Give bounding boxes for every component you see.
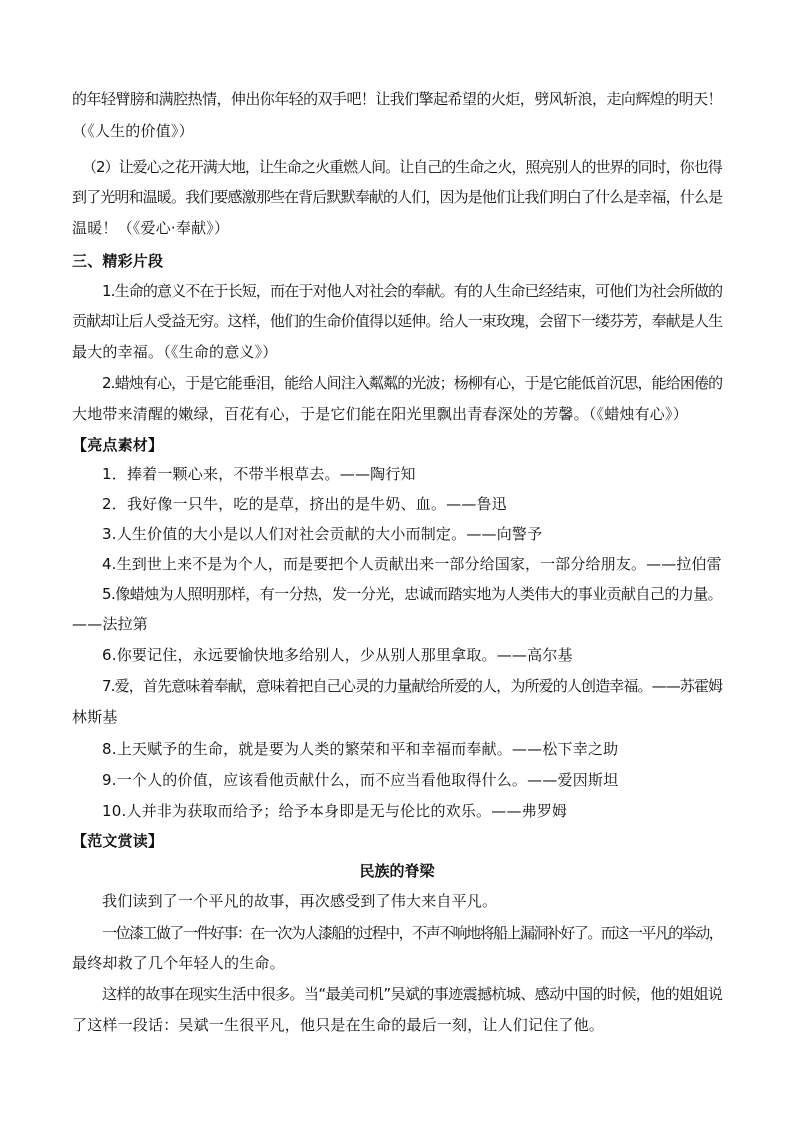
paragraph-line: 我们读到了一个平凡的故事，再次感受到了伟大来自平凡。	[102, 892, 498, 910]
paragraph-line: 2.蜡烛有心，于是它能垂泪，能给人间注入粼粼的光波；杨柳有心，于是它能低首沉思，能给困倦的	[102, 374, 723, 392]
paragraph-line: 了这样一段话：吴斌一生很平凡，他只是在生命的最后一刻，让人们记住了他。	[72, 1016, 605, 1034]
quote-item: 林斯基	[72, 708, 118, 726]
paragraph-line: 到了光明和温暖。我们要感激那些在背后默默奉献的人们，因为是他们让我们明白了什么是幸福，什么是	[72, 188, 723, 206]
quote-item: 6.你要记住，永远要愉快地多给别人，少从别人那里拿取。——高尔基	[102, 646, 573, 664]
paragraph-line: 这样的故事在现实生活中很多。当“最美司机”吴斌的事迹震撼杭城、感动中国的时候，他的姐姐说	[102, 985, 723, 1003]
section-heading: 【亮点素材】	[72, 436, 164, 454]
quote-item: ——法拉第	[72, 615, 149, 633]
paragraph-line: 温暖！（《爱心·奉献》）	[72, 219, 230, 237]
section-heading: 【范文赏读】	[72, 832, 164, 850]
paragraph-line: 最大的幸福。（《生命的意义》）	[72, 343, 278, 361]
paragraph-line: 1.生命的意义不在于长短，而在于对他人对社会的奉献。有的人生命已经结束，可他们为社会所做的	[102, 282, 723, 300]
paragraph-line: （《人生的价值》）	[72, 122, 194, 140]
paragraph-line: 大地带来清醒的嫩绿，百花有心，于是它们能在阳光里飘出青春深处的芳馨。（《蜡烛有心》）	[72, 405, 688, 423]
section-heading: 三、精彩片段	[72, 252, 164, 270]
quote-item: 9.一个人的价值，应该看他贡献什么，而不应当看他取得什么。——爱因斯坦	[102, 771, 619, 789]
paragraph-line: 最终却救了几个年轻人的生命。	[72, 954, 285, 972]
paragraph-line: （2）让爱心之花开满大地，让生命之火重燃人间。让自己的生命之火，照亮别人的世界的同时，你也得	[82, 158, 722, 176]
quote-item: 10.人并非为获取而给予；给予本身即是无与伦比的欢乐。——弗罗姆	[102, 802, 568, 820]
paragraph-line: 的年轻臂膀和满腔热情，伸出你年轻的双手吧！让我们擎起希望的火炬，劈风斩浪，走向辉煌的明天！	[72, 90, 723, 108]
quote-item: 4.生到世上来不是为个人，而是要把个人贡献出来一部分给国家，一部分给朋友。——拉伯雷	[102, 555, 722, 573]
paragraph-line: 贡献却让后人受益无穷。这样，他们的生命价值得以延伸。给人一束玫瑰，会留下一缕芬芳，奉献是人生	[72, 312, 723, 330]
essay-title: 民族的脊梁	[359, 862, 435, 880]
paragraph-line: 一位漆工做了一件好事：在一次为人漆船的过程中，不声不响地将船上漏洞补好了。而这一平凡的举动，	[102, 924, 723, 942]
quote-item: 1．捧着一颗心来，不带半根草去。——陶行知	[102, 465, 416, 483]
quote-item: 7.爱，首先意味着奉献，意味着把自己心灵的力量献给所爱的人，为所爱的人创造幸福。——苏霍姆	[102, 677, 723, 695]
quote-item: 3.人生价值的大小是以人们对社会贡献的大小而制定。——向警予	[102, 525, 543, 543]
quote-item: 8.上天赋予的生命，就是要为人类的繁荣和平和幸福而奉献。——松下幸之助	[102, 740, 619, 758]
quote-item: 2．我好像一只牛，吃的是草，挤出的是牛奶、血。——鲁迅	[102, 495, 507, 513]
quote-item: 5.像蜡烛为人照明那样，有一分热，发一分光，忠诚而踏实地为人类伟大的事业贡献自己的力量。	[102, 585, 723, 603]
